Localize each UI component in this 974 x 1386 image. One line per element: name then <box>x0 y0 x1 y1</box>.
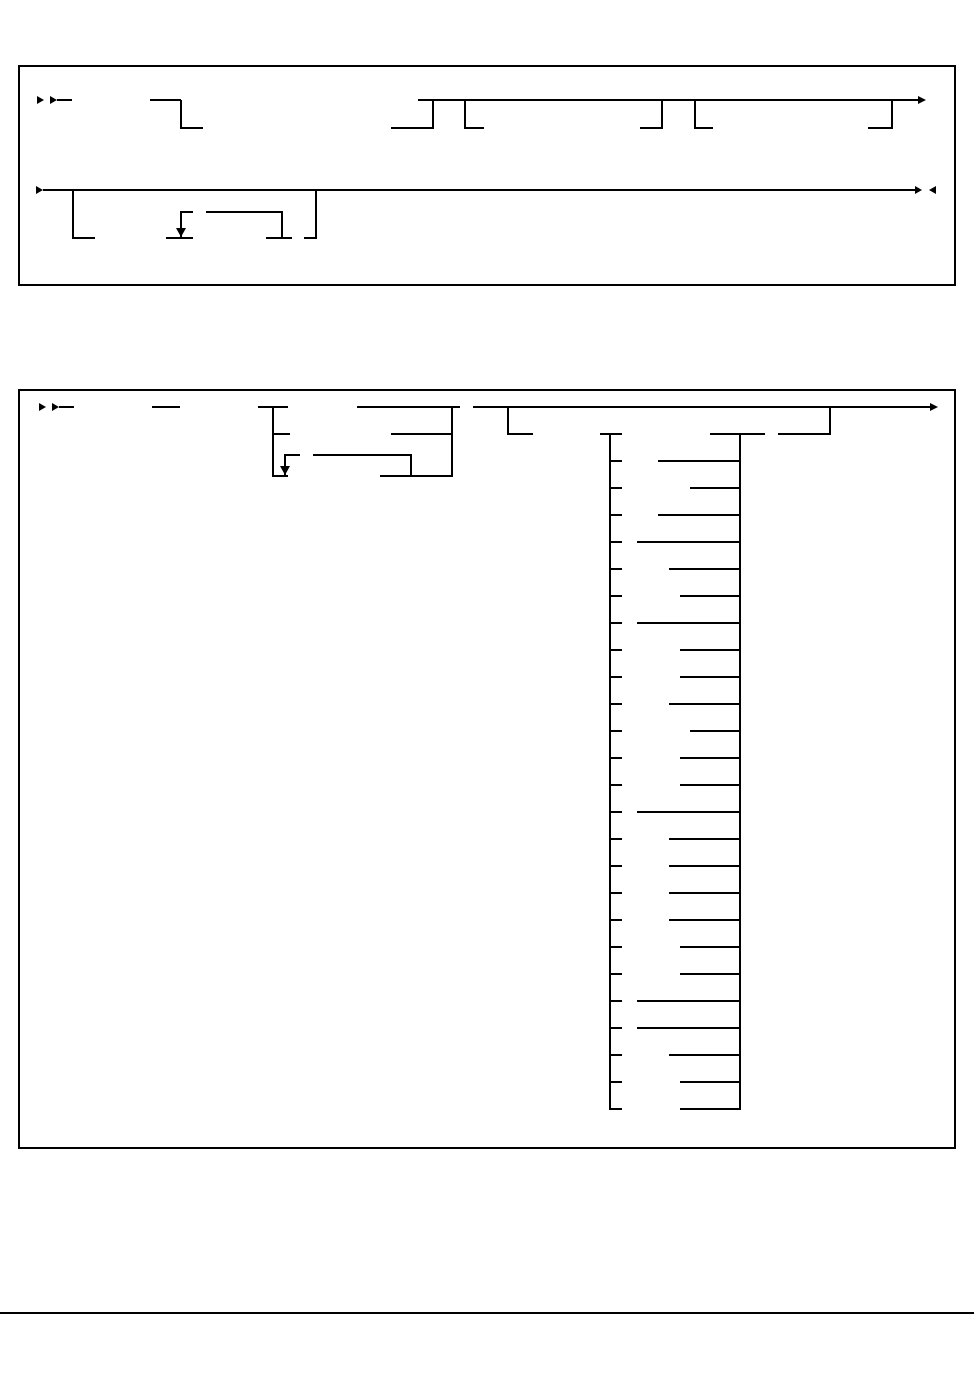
start-arrow-icon <box>39 403 46 411</box>
footer-rule <box>0 1312 974 1314</box>
start-arrow-icon <box>52 403 59 411</box>
arrow-right-icon <box>930 403 938 411</box>
repeat-arrow-icon <box>280 466 290 475</box>
